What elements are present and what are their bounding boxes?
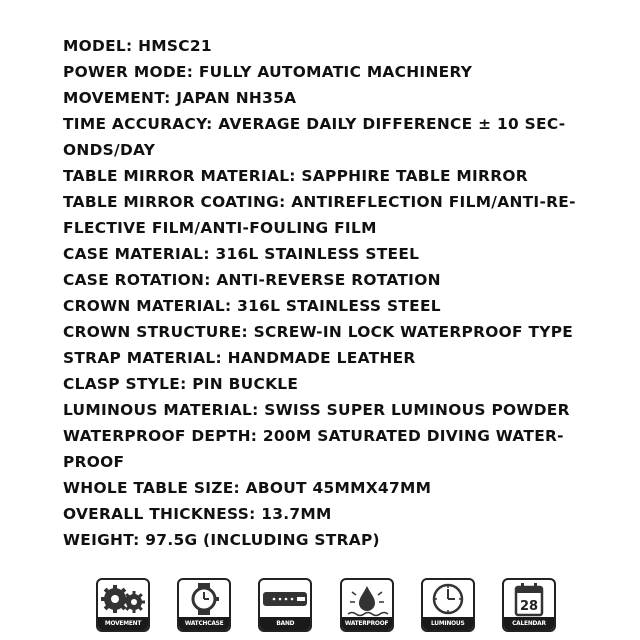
- feature-watchcase: [177, 578, 231, 632]
- spec-line: FLECTIVE FILM/ANTI-FOULING FILM: [63, 219, 377, 237]
- spec-line: WEIGHT: 97.5G (INCLUDING STRAP): [63, 531, 380, 549]
- feature-label: CALENDAR: [504, 617, 554, 630]
- spec-line: TABLE MIRROR MATERIAL: SAPPHIRE TABLE MIRROR: [63, 167, 528, 185]
- spec-line: WHOLE TABLE SIZE: ABOUT 45MMX47MM: [63, 479, 432, 497]
- band-icon: [260, 580, 310, 618]
- spec-line: CROWN STRUCTURE: SCREW-IN LOCK WATERPROOF TYPE: [63, 323, 574, 341]
- feature-label: MOVEMENT: [98, 617, 148, 630]
- spec-line: MODEL: HMSC21: [63, 37, 212, 55]
- feature-band: [258, 578, 312, 632]
- spec-line: CASE ROTATION: ANTI-REVERSE ROTATION: [63, 271, 441, 289]
- water-drop-icon: [342, 580, 392, 618]
- feature-label: WATCHCASE: [179, 617, 229, 630]
- feature-icons: [96, 578, 556, 634]
- spec-line: PROOF: [63, 453, 125, 471]
- feature-calendar: [502, 578, 556, 632]
- spec-line: CLASP STYLE: PIN BUCKLE: [63, 375, 299, 393]
- spec-line: ONDS/DAY: [63, 141, 156, 159]
- calendar-icon: [504, 580, 554, 618]
- spec-line: LUMINOUS MATERIAL: SWISS SUPER LUMINOUS POWDER: [63, 401, 570, 419]
- spec-line: TABLE MIRROR COATING: ANTIREFLECTION FILM/ANTI-RE-: [63, 193, 576, 211]
- spec-line: TIME ACCURACY: AVERAGE DAILY DIFFERENCE ± 10 SEC-: [63, 115, 566, 133]
- watchcase-icon: [179, 580, 229, 618]
- feature-luminous: [421, 578, 475, 632]
- spec-line: CASE MATERIAL: 316L STAINLESS STEEL: [63, 245, 420, 263]
- spec-line: CROWN MATERIAL: 316L STAINLESS STEEL: [63, 297, 441, 315]
- spec-line: POWER MODE: FULLY AUTOMATIC MACHINERY: [63, 63, 473, 81]
- gears-icon: [98, 580, 148, 618]
- feature-waterproof: [340, 578, 394, 632]
- feature-label: BAND: [260, 617, 310, 630]
- calendar-date: 28: [519, 599, 538, 614]
- spec-line: OVERALL THICKNESS: 13.7MM: [63, 505, 332, 523]
- spec-line: MOVEMENT: JAPAN NH35A: [63, 89, 297, 107]
- feature-label: LUMINOUS: [423, 617, 473, 630]
- spec-line: WATERPROOF DEPTH: 200M SATURATED DIVING WATER-: [63, 427, 564, 445]
- spec-line: STRAP MATERIAL: HANDMADE LEATHER: [63, 349, 416, 367]
- feature-label: WATERPROOF: [342, 617, 392, 630]
- spec-list: [63, 33, 623, 553]
- feature-movement: [96, 578, 150, 632]
- clock-icon: [423, 580, 473, 618]
